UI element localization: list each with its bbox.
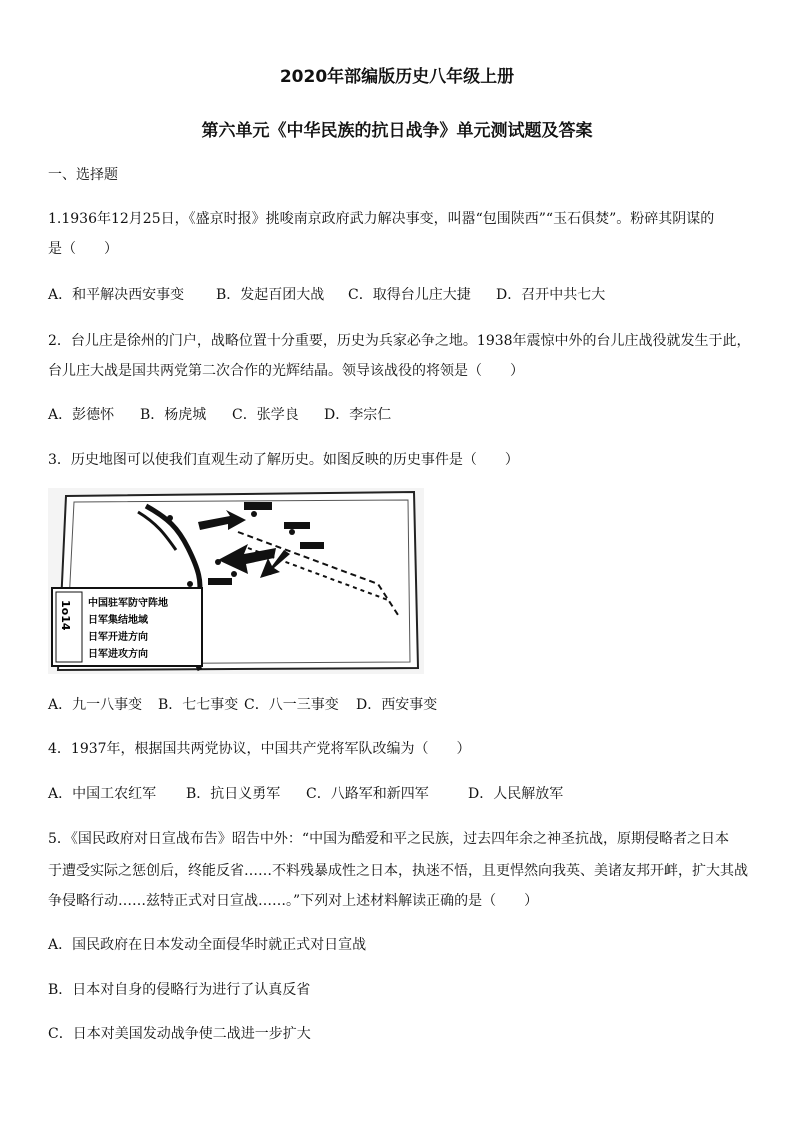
q4-option-c[interactable]: C．八路军和新四军: [306, 786, 429, 802]
question-3-line-1: 3．历史地图可以使我们直观生动了解历史。如图反映的历史事件是（ ）: [48, 452, 519, 468]
q2-option-d[interactable]: D．李宗仁: [324, 407, 392, 423]
map-legend: [52, 588, 202, 666]
question-4-line-1: 4．1937年，根据国共两党协议，中国共产党将军队改编为（ ）: [48, 741, 471, 757]
q5-option-a[interactable]: A．国民政府在日本发动全面侵华时就正式对日宣战: [48, 937, 367, 953]
q1-option-a[interactable]: A．和平解决西安事变: [48, 287, 185, 303]
q2-option-b[interactable]: B．杨虎城: [140, 407, 207, 423]
q1-option-d[interactable]: D．召开中共七大: [496, 287, 606, 303]
document-title: 2020年部编版历史八年级上册: [279, 67, 515, 87]
q5-option-c[interactable]: C．日本对美国发动战争使二战进一步扩大: [48, 1026, 311, 1042]
q1-option-b[interactable]: B．发起百团大战: [216, 287, 325, 303]
legend-item: 日军进攻方向: [88, 649, 148, 660]
question-1-options: [48, 286, 605, 304]
q3-option-b[interactable]: B．七七事变: [158, 697, 239, 713]
question-5-line-1: 5．《国民政府对日宣战布告》昭告中外：“中国为酷爱和平之民族，过去四年余之神圣抗战，原期侵略者之日本: [48, 831, 730, 847]
question-5-line-3: 争侵略行动……兹特正式对日宣战……。”下列对上述材料解读正确的是（ ）: [48, 893, 539, 909]
q4-option-d[interactable]: D．人民解放军: [468, 786, 564, 802]
q4-option-b[interactable]: B．抗日义勇军: [186, 786, 281, 802]
question-3-options: [48, 696, 437, 714]
question-5-line-2: 于遭受实际之惩创后，终能反省……不料残暴成性之日本，执迷不悟，且更悍然向我英、美诸友邦开衅，扩大其战: [48, 863, 748, 879]
question-4-options: [48, 785, 563, 803]
question-1-line-1: 1.1936年12月25日，《盛京时报》挑唆南京政府武力解决事变，叫嚣“包围陕西”“玉石俱焚”。粉碎其阴谋的: [48, 211, 715, 227]
q3-option-a[interactable]: A．九一八事变: [48, 697, 143, 713]
q3-option-c[interactable]: C．八一三事变: [244, 697, 339, 713]
q1-option-c[interactable]: C．取得台儿庄大捷: [348, 287, 471, 303]
historical-map-figure: [48, 488, 424, 674]
legend-item: 中国驻军防守阵地: [88, 598, 168, 609]
section-heading: 一、选择题: [48, 167, 118, 183]
document-subtitle: 第六单元《中华民族的抗日战争》单元测试题及答案: [201, 121, 593, 141]
q2-option-a[interactable]: A．彭德怀: [48, 407, 115, 423]
q5-option-b[interactable]: B．日本对自身的侵略行为进行了认真反省: [48, 982, 311, 998]
question-1-line-2: 是（ ）: [48, 241, 118, 257]
q3-option-d[interactable]: D．西安事变: [356, 697, 438, 713]
question-2-line-1: 2．台儿庄是徐州的门户，战略位置十分重要，历史为兵家必争之地。1938年震惊中外的台儿庄战役就发生于此，: [48, 333, 751, 349]
question-2-line-2: 台儿庄大战是国共两党第二次合作的光辉结晶。领导该战役的将领是（ ）: [48, 363, 524, 379]
q4-option-a[interactable]: A．中国工农红军: [48, 786, 157, 802]
legend-item: 日军开进方向: [88, 632, 148, 643]
q2-option-c[interactable]: C．张学良: [232, 407, 299, 423]
question-2-options: [48, 406, 391, 424]
legend-item: 日军集结地域: [88, 615, 148, 626]
legend-symbols: 1o14: [59, 600, 72, 631]
